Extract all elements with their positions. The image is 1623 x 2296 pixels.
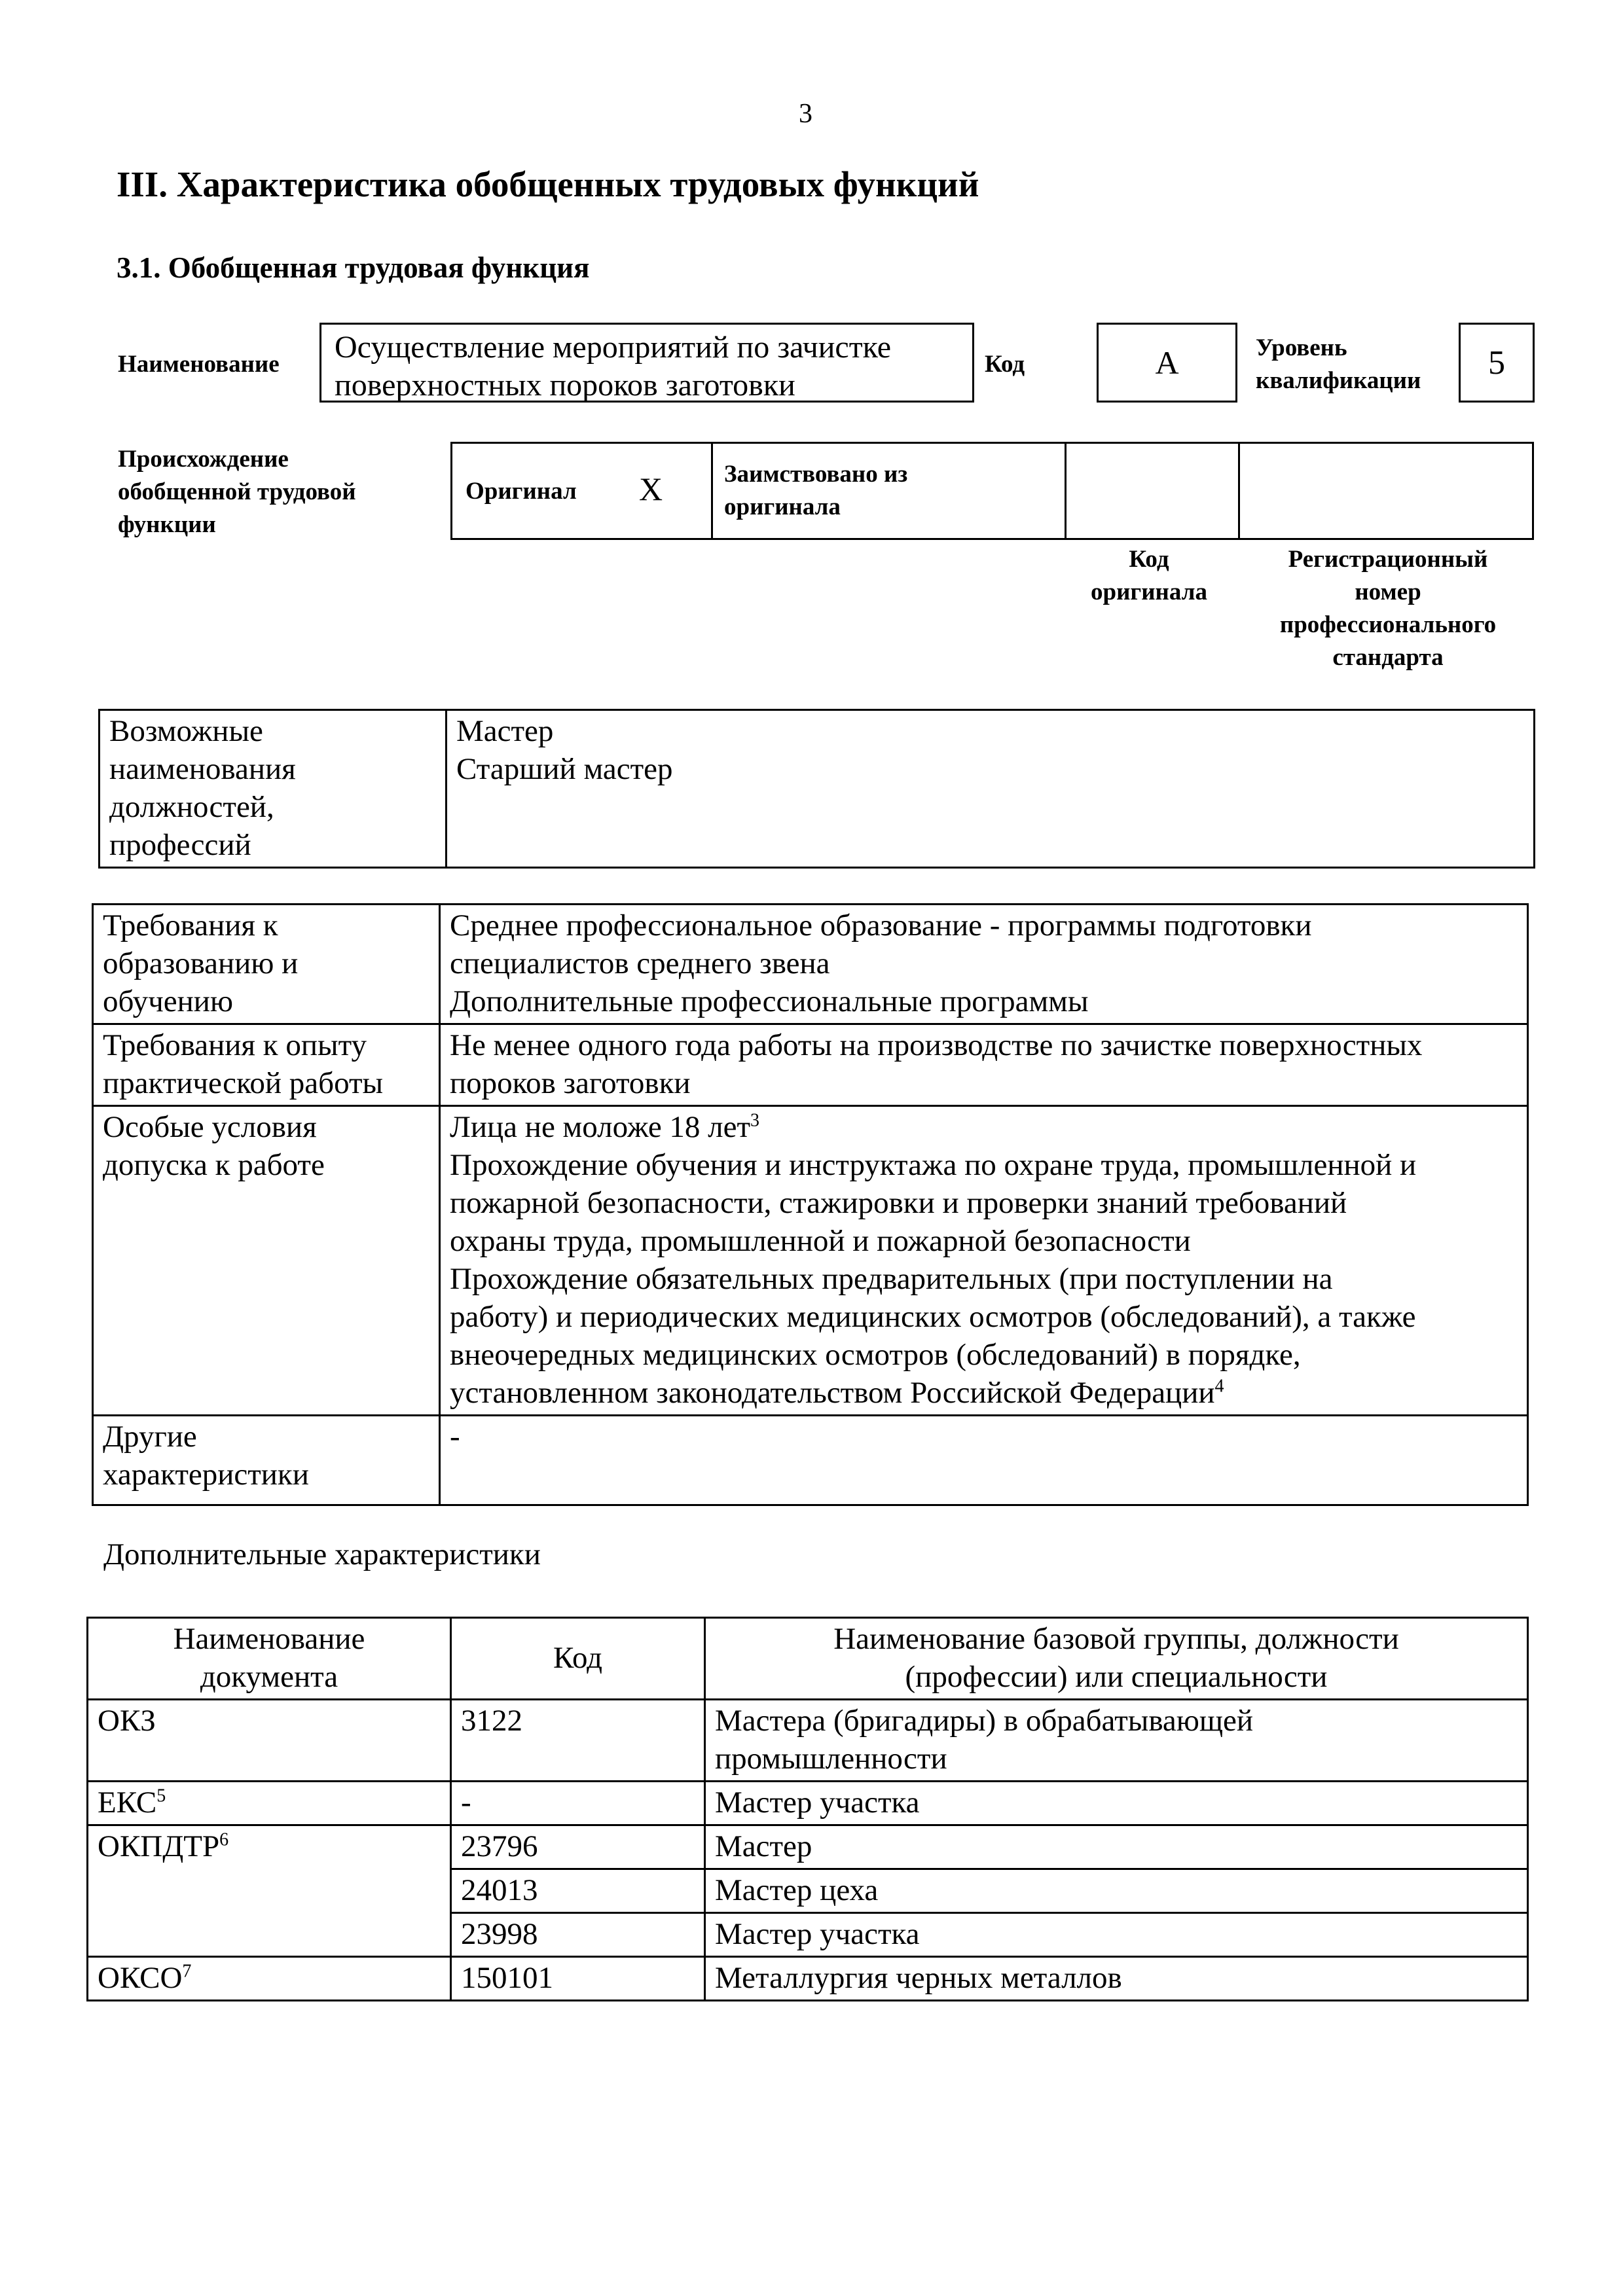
level-label-line: квалификации <box>1256 367 1421 394</box>
requirement-value <box>440 1024 1528 1106</box>
code-cell: 23796 <box>451 1825 705 1869</box>
positions-value <box>447 710 1535 868</box>
name-cell: Мастер цеха <box>705 1869 1528 1913</box>
label-line: образованию и <box>103 946 299 980</box>
value-line: Прохождение обучения и инструктажа по охране труда, промышленной и <box>450 1148 1417 1182</box>
name-value-line: поверхностных пороков заготовки <box>335 368 795 403</box>
code-label: Код <box>985 351 1025 378</box>
label-line: Другие <box>103 1420 197 1454</box>
name-cell: Мастер участка <box>705 1782 1528 1825</box>
label-line: наименования <box>109 752 296 786</box>
header-name <box>705 1618 1528 1700</box>
table-row <box>88 1700 1528 1782</box>
header-line: Наименование <box>173 1622 365 1656</box>
code-cell: 3122 <box>451 1700 705 1782</box>
borrowed-label <box>724 458 907 524</box>
code-cell: - <box>451 1782 705 1825</box>
label-line: обучению <box>103 984 234 1018</box>
name-cell <box>705 1700 1528 1782</box>
footnote-mark: 3 <box>750 1110 760 1131</box>
reg-number-caption <box>1244 543 1532 674</box>
positions-label <box>100 710 447 868</box>
original-mark: X <box>639 471 663 507</box>
page-number: 3 <box>799 99 812 129</box>
value-line: пороков заготовки <box>450 1066 691 1100</box>
value-text: Лица не моложе 18 лет <box>450 1110 751 1144</box>
header-line: (профессии) или специальности <box>905 1660 1328 1694</box>
subsection-title: 3.1. Обобщенная трудовая функция <box>117 251 590 284</box>
requirement-label <box>93 1024 440 1106</box>
header-line: документа <box>200 1660 338 1694</box>
doc-cell <box>88 1700 451 1782</box>
code-original-caption <box>1064 543 1234 609</box>
value-line: внеочередных медицинских осмотров (обследований) в порядке, <box>450 1338 1301 1372</box>
name-cell: Мастер участка <box>705 1913 1528 1957</box>
value-line: охраны труда, промышленной и пожарной безопасности <box>450 1224 1191 1258</box>
origin-divider <box>711 444 713 538</box>
additional-title: Дополнительные характеристики <box>103 1537 541 1571</box>
level-value: 5 <box>1459 323 1535 403</box>
table-row <box>100 710 1535 868</box>
requirement-value <box>440 905 1528 1024</box>
caption-line: профессионального <box>1279 611 1497 638</box>
original-label: Оригинал <box>465 478 577 505</box>
value-line: Не менее одного года работы на производстве по зачистке поверхностных <box>450 1028 1423 1062</box>
caption-line: стандарта <box>1332 644 1444 671</box>
name-value-line: Осуществление мероприятий по зачистке <box>335 330 892 365</box>
origin-divider <box>1238 444 1240 538</box>
value-line: Мастер <box>456 714 554 748</box>
value-line <box>450 1108 1518 1146</box>
requirement-label <box>93 1416 440 1505</box>
label-line: профессий <box>109 828 251 862</box>
level-label-line: Уровень <box>1256 334 1347 361</box>
caption-line: Код <box>1129 546 1169 573</box>
name-line: промышленности <box>715 1742 947 1776</box>
requirements-table <box>92 903 1529 1506</box>
label-line: характеристики <box>103 1458 309 1492</box>
caption-line: оригинала <box>1091 579 1207 605</box>
value-line: Среднее профессиональное образование - программы подготовки <box>450 908 1312 942</box>
label-line: должностей, <box>109 790 274 824</box>
origin-divider <box>1065 444 1067 538</box>
label-line: Особые условия <box>103 1110 317 1144</box>
code-value: A <box>1097 323 1237 403</box>
requirement-value <box>440 1106 1528 1416</box>
table-row <box>93 1024 1528 1106</box>
origin-label-line: функции <box>118 511 216 538</box>
value-line: - <box>450 1420 460 1454</box>
header-doc <box>88 1618 451 1700</box>
code-cell: 23998 <box>451 1913 705 1957</box>
name-cell: Мастер <box>705 1825 1528 1869</box>
doc-cell <box>88 1782 451 1825</box>
doc-cell <box>88 1957 451 2001</box>
requirement-value <box>440 1416 1528 1505</box>
origin-label <box>118 443 356 541</box>
code-cell: 24013 <box>451 1869 705 1913</box>
table-row <box>88 1825 1528 1869</box>
header-code: Код <box>451 1618 705 1700</box>
value-line: Прохождение обязательных предварительных (при поступлении на <box>450 1262 1333 1296</box>
doc-text: ОКЗ <box>98 1704 156 1738</box>
label-line: практической работы <box>103 1066 384 1100</box>
value-text: установленном законодательством Российской Федерации <box>450 1376 1215 1410</box>
origin-label-line: обобщенной трудовой <box>118 478 356 505</box>
doc-cell <box>88 1825 451 1957</box>
value-line: пожарной безопасности, стажировки и проверки знаний требований <box>450 1186 1347 1220</box>
table-row <box>93 1106 1528 1416</box>
footnote-mark: 7 <box>182 1961 192 1982</box>
footnote-mark: 4 <box>1214 1376 1224 1397</box>
table-row <box>88 1957 1528 2001</box>
value-line: Дополнительные профессиональные программы <box>450 984 1089 1018</box>
value-line: работу) и периодических медицинских осмотров (обследований), а также <box>450 1300 1416 1334</box>
label-line: Требования к <box>103 908 278 942</box>
level-label <box>1256 332 1421 397</box>
value-line: Старший мастер <box>456 752 673 786</box>
doc-text: ОКСО <box>98 1961 183 1995</box>
borrowed-label-line: оригинала <box>724 493 841 520</box>
doc-text: ОКПДТР <box>98 1829 220 1863</box>
requirement-label <box>93 1106 440 1416</box>
name-line: Мастера (бригадиры) в обрабатывающей <box>715 1704 1254 1738</box>
table-row <box>93 1416 1528 1505</box>
header-line: Наименование базовой группы, должности <box>833 1622 1399 1656</box>
label-line: допуска к работе <box>103 1148 325 1182</box>
origin-box <box>450 442 1534 540</box>
footnote-mark: 6 <box>219 1829 229 1850</box>
requirement-label <box>93 905 440 1024</box>
table-row <box>88 1782 1528 1825</box>
name-label: Наименование <box>118 351 280 378</box>
caption-line: номер <box>1355 579 1421 605</box>
positions-table <box>98 709 1535 869</box>
value-line <box>450 1374 1518 1412</box>
additional-table <box>86 1617 1529 2001</box>
borrowed-label-line: Заимствовано из <box>724 461 908 488</box>
table-row <box>93 905 1528 1024</box>
label-line: Требования к опыту <box>103 1028 367 1062</box>
section-title: III. Характеристика обобщенных трудовых функций <box>117 164 979 204</box>
code-cell: 150101 <box>451 1957 705 2001</box>
label-line: Возможные <box>109 714 263 748</box>
table-row <box>88 1618 1528 1700</box>
caption-line: Регистрационный <box>1288 546 1488 573</box>
value-line: специалистов среднего звена <box>450 946 830 980</box>
origin-label-line: Происхождение <box>118 446 289 473</box>
footnote-mark: 5 <box>156 1785 166 1806</box>
name-value-box <box>319 323 974 403</box>
name-cell: Металлургия черных металлов <box>705 1957 1528 2001</box>
doc-text: ЕКС <box>98 1785 157 1820</box>
